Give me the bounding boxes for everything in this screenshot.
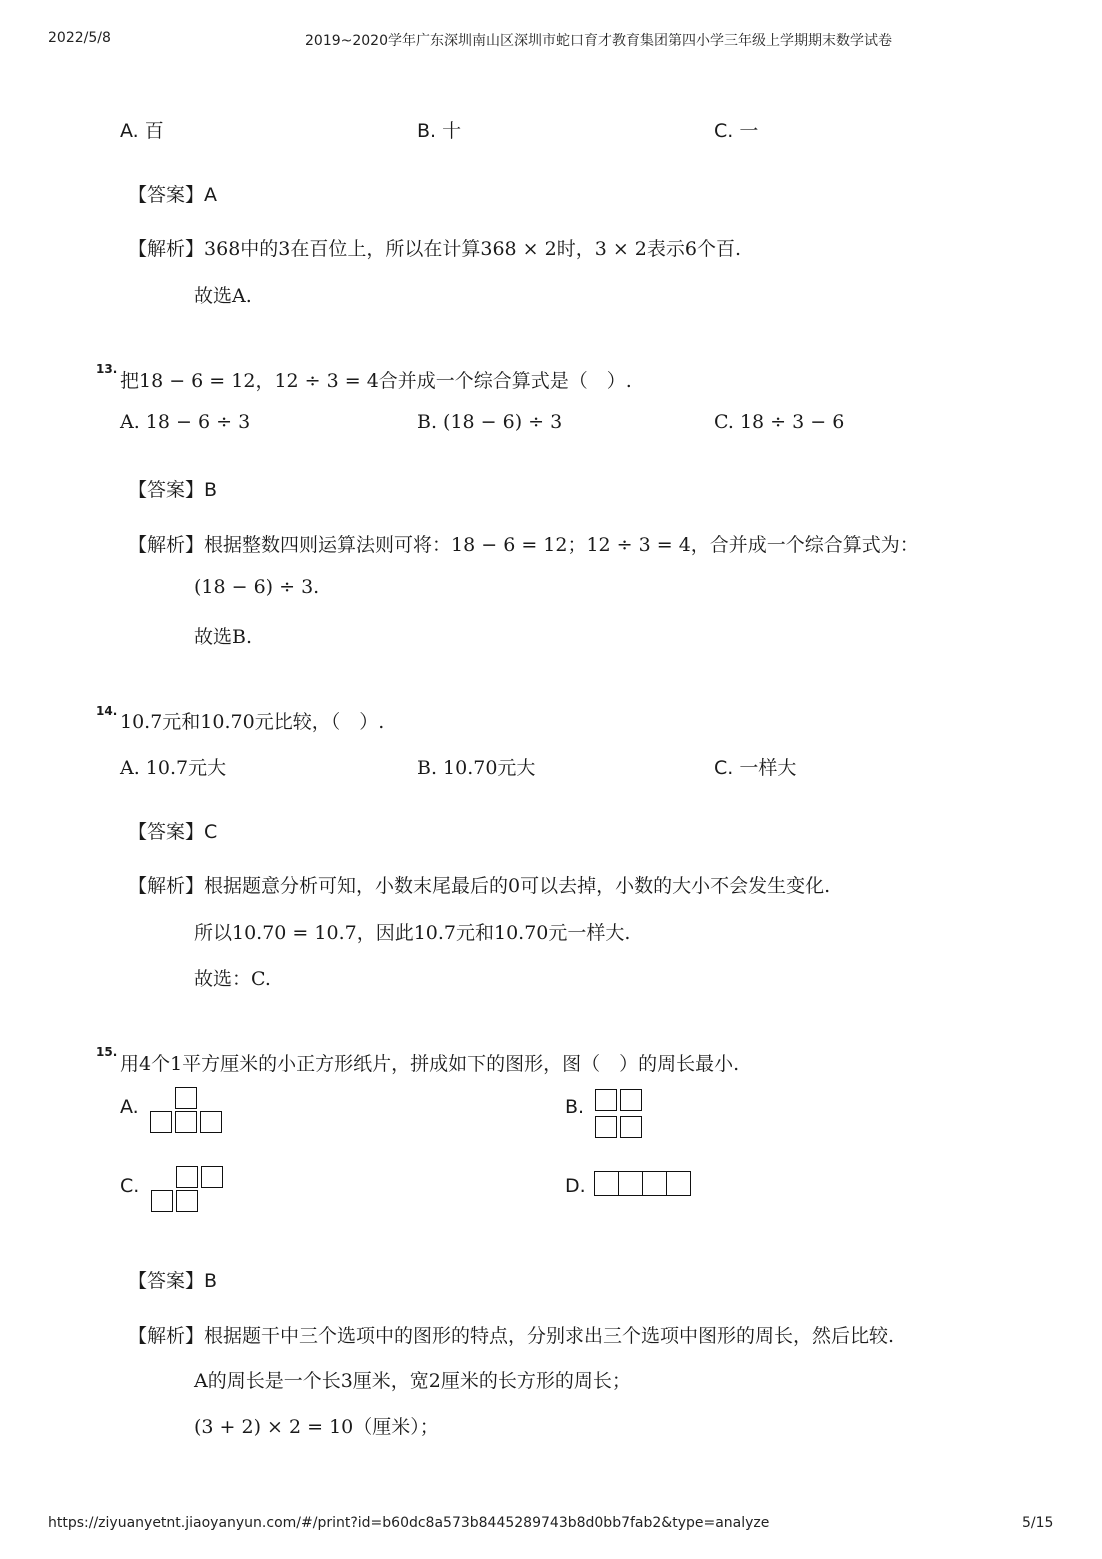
q13-option-a: A. 18 − 6 ÷ 3 (120, 411, 251, 433)
q14-option-b: B. 10.70元大 (417, 757, 536, 779)
answer-label: 【答案】 (128, 479, 205, 501)
figure-c-square (151, 1190, 173, 1212)
analysis-line: 根据题干中三个选项中的图形的特点，分别求出三个选项中图形的周长，然后比较. (204, 1325, 895, 1347)
figure-a-square (175, 1111, 197, 1133)
print-date: 2022/5/8 (48, 30, 111, 46)
answer-label: 【答案】 (128, 1270, 205, 1292)
question-text: 10.7元和10.70元比较，（ ）. (120, 711, 385, 733)
q12-option-a: A. 百 (120, 120, 164, 142)
analysis-line: 故选：C. (194, 968, 271, 990)
q13-analysis (128, 530, 919, 557)
analysis-line: 故选A. (194, 285, 252, 307)
figure-c-square (176, 1166, 198, 1188)
analysis-line: 根据整数四则运算法则可将：18 − 6 = 12；12 ÷ 3 = 4，合并成一个综合算式为： (204, 534, 919, 556)
q14-answer (128, 817, 217, 844)
analysis-line: (18 − 6) ÷ 3. (194, 576, 320, 598)
analysis-line: 故选B. (194, 626, 253, 648)
analysis-label: 【解析】 (128, 875, 205, 897)
q15-option-c-label: C. (120, 1175, 140, 1197)
figure-b-square (595, 1116, 617, 1138)
q12-option-b: B. 十 (417, 120, 462, 142)
page-title: 2019~2020学年广东深圳南山区深圳市蛇口育才教育集团第四小学三年级上学期期末数学试卷 (305, 33, 892, 49)
q15-option-b-label: B. (565, 1096, 585, 1118)
figure-c-square (201, 1166, 223, 1188)
analysis-label: 【解析】 (128, 238, 205, 260)
answer-value: C (204, 821, 218, 843)
figure-a-square (200, 1111, 222, 1133)
q15-option-d-label: D. (565, 1175, 586, 1197)
q15-option-a-label: A. (120, 1096, 139, 1118)
question-number: 13. (96, 362, 118, 376)
answer-label: 【答案】 (128, 821, 205, 843)
figure-c-square (176, 1190, 198, 1212)
analysis-line: A的周长是一个长3厘米，宽2厘米的长方形的周长； (194, 1370, 631, 1392)
page-number: 5/15 (1022, 1515, 1054, 1531)
q15-analysis (128, 1321, 894, 1348)
question-number: 15. (96, 1045, 118, 1059)
answer-value: B (204, 479, 218, 501)
analysis-line: 所以10.70 = 10.7，因此10.7元和10.70元一样大. (194, 922, 631, 944)
figure-d-square (594, 1171, 619, 1196)
q14-option-a: A. 10.7元大 (120, 757, 227, 779)
figure-a-square (150, 1111, 172, 1133)
figure-b-square (595, 1089, 617, 1111)
q12-analysis (128, 234, 741, 261)
answer-value: B (204, 1270, 218, 1292)
analysis-label: 【解析】 (128, 534, 205, 556)
analysis-line: 368中的3在百位上，所以在计算368 × 2时，3 × 2表示6个百. (204, 238, 742, 260)
figure-b-square (620, 1116, 642, 1138)
figure-b-square (620, 1089, 642, 1111)
question-number: 14. (96, 704, 118, 718)
question-text: 把18 − 6 = 12，12 ÷ 3 = 4合并成一个综合算式是（ ）. (120, 370, 632, 392)
figure-d-square (666, 1171, 691, 1196)
q14-analysis (128, 871, 830, 898)
analysis-line: (3 + 2) × 2 = 10（厘米）； (194, 1416, 439, 1438)
q15-answer (128, 1266, 217, 1293)
q12-answer (128, 180, 217, 207)
question-text: 用4个1平方厘米的小正方形纸片，拼成如下的图形，图（ ）的周长最小. (120, 1053, 740, 1075)
analysis-label: 【解析】 (128, 1325, 205, 1347)
answer-label: 【答案】 (128, 184, 205, 206)
figure-a-square (175, 1087, 197, 1109)
figure-d-square (642, 1171, 667, 1196)
answer-value: A (204, 184, 218, 206)
q13-option-b: B. (18 − 6) ÷ 3 (417, 411, 563, 433)
analysis-line: 根据题意分析可知，小数末尾最后的0可以去掉，小数的大小不会发生变化. (204, 875, 831, 897)
q13-option-c: C. 18 ÷ 3 − 6 (714, 411, 845, 433)
q13-answer (128, 475, 217, 502)
figure-d-square (618, 1171, 643, 1196)
q14-option-c: C. 一样大 (714, 757, 797, 779)
page-url[interactable]: https://ziyuanyetnt.jiaoyanyun.com/#/print?id=b60dc8a573b8445289743b8d0bb7fab2&type=analyze (48, 1515, 770, 1531)
q12-option-c: C. 一 (714, 120, 759, 142)
